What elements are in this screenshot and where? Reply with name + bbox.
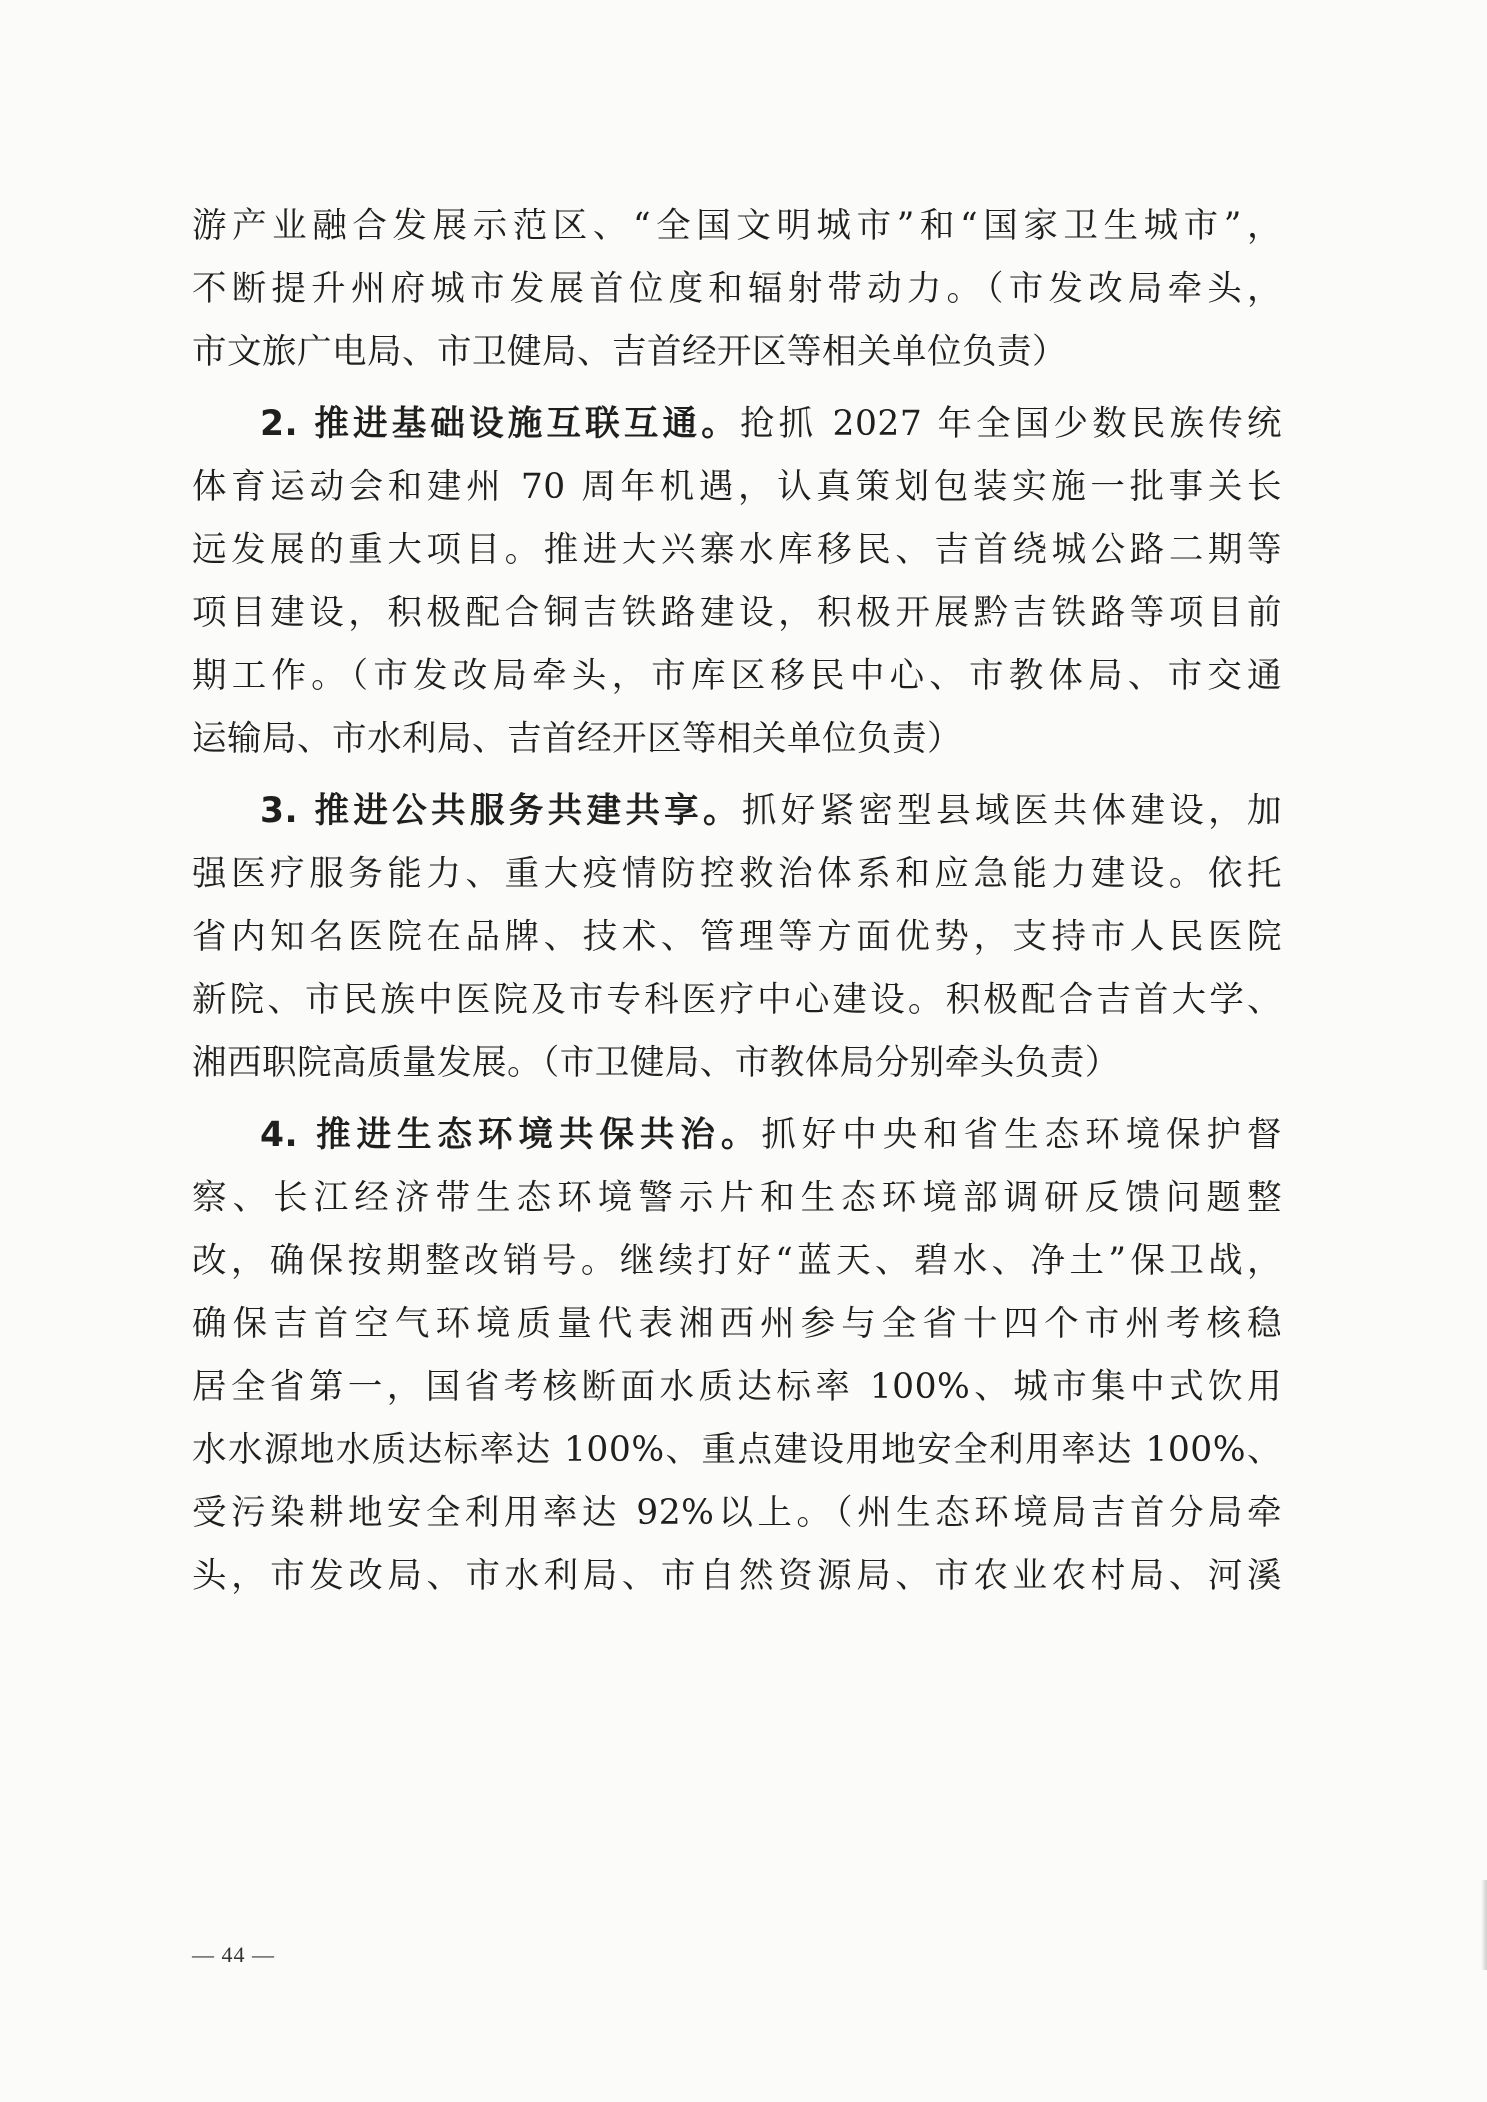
paragraph-2-line-5: 期工作。（市发改局牵头，市库区移民中心、市教体局、市交通 [192, 656, 1282, 696]
paragraph-3-heading: 3. 推进公共服务共建共享。 [260, 791, 742, 831]
scan-edge-shadow [1481, 1880, 1487, 1970]
paragraph-4-line-1 [192, 1104, 1282, 1167]
paragraph-3-line-2: 强医疗服务能力、重大疫情防控救治体系和应急能力建设。依托 [192, 854, 1282, 894]
paragraph-2-line-4: 项目建设，积极配合铜吉铁路建设，积极开展黔吉铁路等项目前 [192, 593, 1282, 633]
paragraph-1-line-3: 市文旅广电局、市卫健局、吉首经开区等相关单位负责） [192, 332, 1067, 372]
paragraph-4-line-4: 确保吉首空气环境质量代表湘西州参与全省十四个市州考核稳 [192, 1304, 1282, 1344]
paragraph-3-line-3: 省内知名医院在品牌、技术、管理等方面优势，支持市人民医院 [192, 917, 1282, 957]
paragraph-3-line-1-text: 抓好紧密型县域医共体建设，加 [741, 791, 1282, 831]
paragraph-1-line-2: 不断提升州府城市发展首位度和辐射带动力。（市发改局牵头， [192, 269, 1282, 309]
paragraph-3-line-1 [192, 780, 1282, 843]
paragraph-3-line-5: 湘西职院高质量发展。（市卫健局、市教体局分别牵头负责） [192, 1043, 1120, 1083]
page-number: — 44 — [192, 1942, 275, 1967]
paragraph-4-line-2: 察、长江经济带生态环境警示片和生态环境部调研反馈问题整 [192, 1178, 1282, 1218]
paragraph-2-line-6: 运输局、市水利局、吉首经开区等相关单位负责） [192, 719, 962, 759]
paragraph-2-heading: 2. 推进基础设施互联互通。 [260, 404, 740, 444]
body-text [192, 195, 1282, 1608]
paragraph-4-line-7: 受污染耕地安全利用率达 92%以上。（州生态环境局吉首分局牵 [192, 1493, 1282, 1533]
paragraph-1-line-1: 游产业融合发展示范区、“全国文明城市”和“国家卫生城市”， [192, 206, 1282, 246]
paragraph-3-line-4: 新院、市民族中医院及市专科医疗中心建设。积极配合吉首大学、 [192, 980, 1282, 1020]
paragraph-2-line-2: 体育运动会和建州 70 周年机遇，认真策划包装实施一批事关长 [192, 467, 1282, 507]
paragraph-4-line-3: 改，确保按期整改销号。继续打好“蓝天、碧水、净土”保卫战， [192, 1241, 1282, 1281]
paragraph-4-line-8: 头，市发改局、市水利局、市自然资源局、市农业农村局、河溪 [192, 1556, 1282, 1596]
paragraph-4-line-5: 居全省第一，国省考核断面水质达标率 100%、城市集中式饮用 [192, 1367, 1282, 1407]
paragraph-4-line-1-text: 抓好中央和省生态环境保护督 [761, 1115, 1282, 1155]
paragraph-2-line-3: 远发展的重大项目。推进大兴寨水库移民、吉首绕城公路二期等 [192, 530, 1282, 570]
paragraph-2-line-1 [192, 393, 1282, 456]
paragraph-4-heading: 4. 推进生态环境共保共治。 [260, 1115, 762, 1155]
paragraph-4-line-6: 水水源地水质达标率达 100%、重点建设用地安全利用率达 100%、 [192, 1430, 1282, 1470]
paragraph-2-line-1-text: 抢抓 2027 年全国少数民族传统 [739, 404, 1282, 444]
